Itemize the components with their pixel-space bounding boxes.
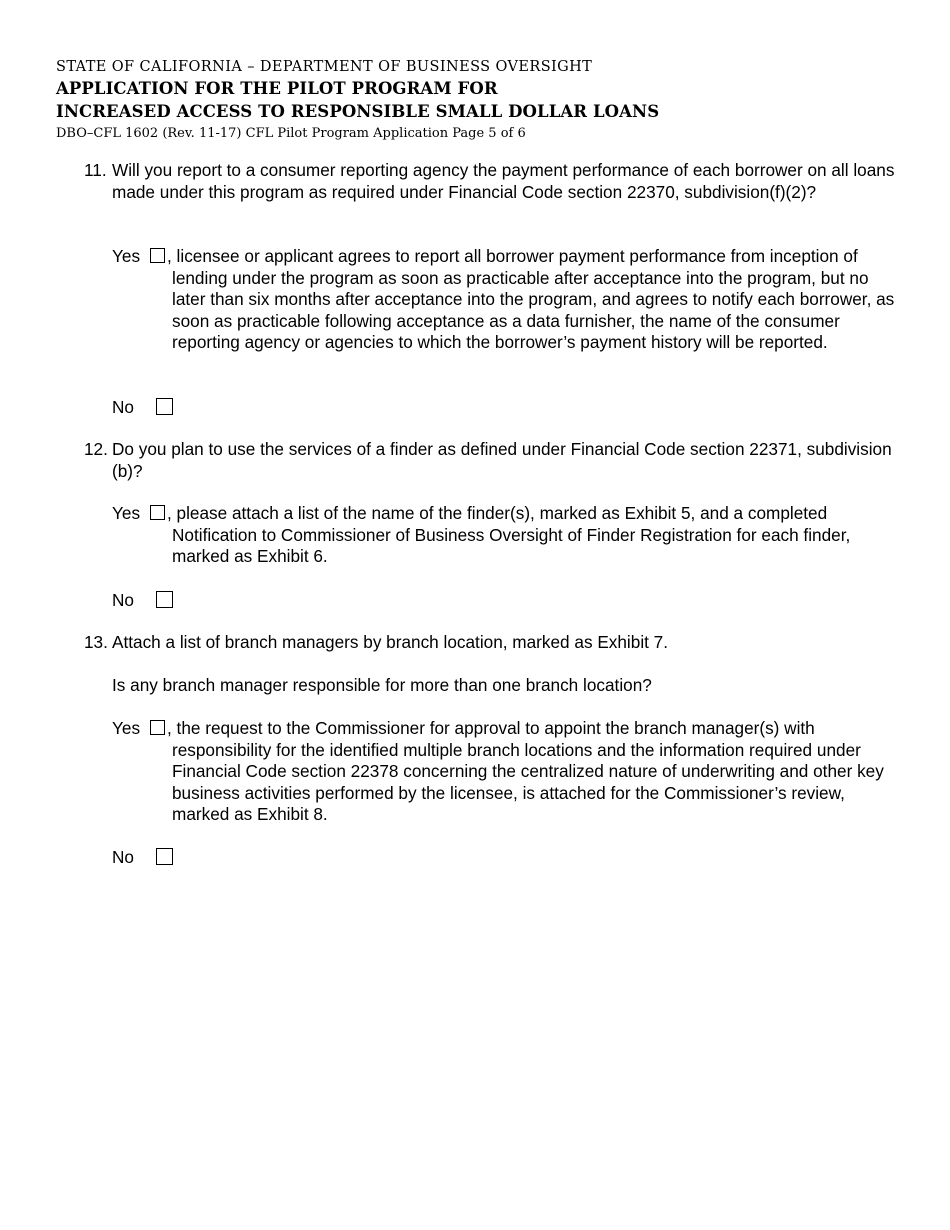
no-label: No (112, 847, 134, 867)
question-13-no-checkbox[interactable] (156, 848, 173, 865)
question-number: 12. (84, 439, 108, 459)
form-title-line-2: INCREASED ACCESS TO RESPONSIBLE SMALL DOLLAR LOANS (56, 102, 660, 121)
question-13-yes-checkbox[interactable] (150, 720, 165, 735)
question-12-no-option (112, 590, 192, 612)
form-title-line-1: APPLICATION FOR THE PILOT PROGRAM FOR (56, 79, 498, 98)
yes-label: Yes (112, 503, 141, 523)
question-11 (84, 160, 904, 203)
question-12-no-checkbox[interactable] (156, 591, 173, 608)
question-text: Do you plan to use the services of a finder as defined under Financial Code section 22371, subdivision (b)? (112, 439, 892, 481)
question-text: Will you report to a consumer reporting agency the payment performance of each borrower on all loans made under this program as required under Financial Code section 22370, subdivision(f)(2)? (112, 160, 895, 202)
question-11-no-checkbox[interactable] (156, 398, 173, 415)
no-label: No (112, 590, 134, 610)
question-12-yes-checkbox[interactable] (150, 505, 165, 520)
question-13-subtext: Is any branch manager responsible for more than one branch location? (112, 675, 652, 695)
question-number: 13. (84, 632, 108, 652)
question-text: Attach a list of branch managers by branch location, marked as Exhibit 7. (112, 632, 669, 652)
question-13-no-option (112, 847, 192, 869)
question-number: 11. (84, 160, 107, 180)
form-info: DBO–CFL 1602 (Rev. 11-17) CFL Pilot Program Application Page 5 of 6 (56, 126, 526, 141)
question-11-no-option (112, 397, 192, 419)
agency-name: STATE OF CALIFORNIA – DEPARTMENT OF BUSINESS OVERSIGHT (56, 59, 593, 75)
question-12 (84, 439, 904, 482)
question-11-yes-option (112, 246, 902, 354)
no-label: No (112, 397, 134, 417)
question-12-yes-option (112, 503, 902, 568)
question-13 (84, 632, 904, 654)
yes-label: Yes (112, 246, 141, 266)
question-13-yes-option (112, 718, 902, 826)
question-11-yes-checkbox[interactable] (150, 248, 165, 263)
form-header (56, 57, 659, 143)
yes-explanation: , licensee or applicant agrees to report all borrower payment performance from inception of lending under the program as soon as practicable after acceptance into the program, but no later than six months after acceptance into the program, and agrees to notify each borrower, as soon as practicable following acceptance as a data furnisher, the name of the consumer reporting agency or agencies to which the borrower’s payment history will be reported. (167, 246, 895, 353)
yes-explanation: , please attach a list of the name of the finder(s), marked as Exhibit 5, and a completed Notification to Commissioner of Business Oversight of Finder Registration for each finder, marked as Exhibit 6. (167, 503, 851, 567)
yes-label: Yes (112, 718, 141, 738)
yes-explanation: , the request to the Commissioner for approval to appoint the branch manager(s) with responsibility for the identified multiple branch locations and the information required under Financial Code section 22378 concerning the centralized nature of underwriting and other key business activities performed by the licensee, is attached for the Commissioner’s review, marked as Exhibit 8. (167, 718, 884, 825)
